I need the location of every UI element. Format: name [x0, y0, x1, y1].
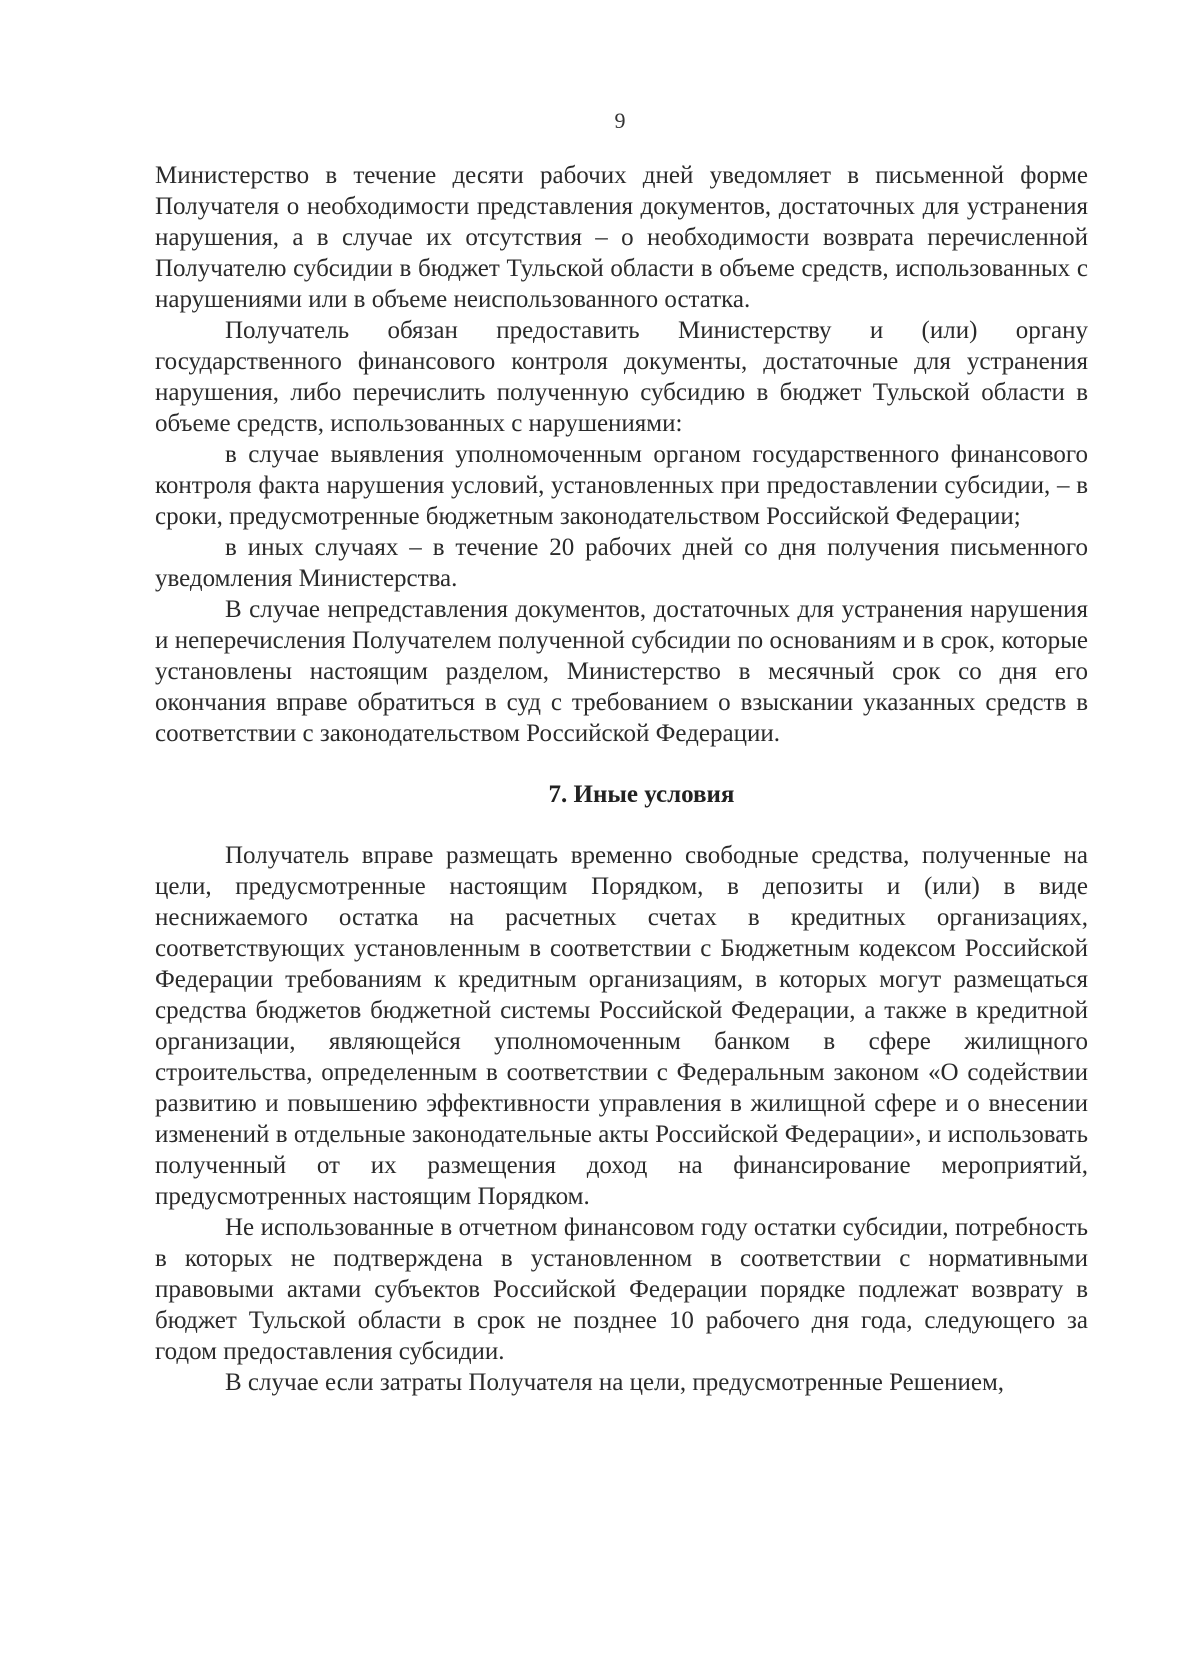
paragraph-unused-balance: Не использованные в отчетном финансовом году остатки субсидии, потребность в которых не подтверждена в установленном в соответствии с нормативными правовыми актами субъектов Российской Федерации порядке подлежат возврату в бюджет Тульской области в срок не позднее 10 рабочего дня года, следующего за годом предоставления субсидии. [155, 1214, 1088, 1365]
paragraph-expenses-case: В случае если затраты Получателя на цели, предусмотренные Решением, [225, 1369, 1005, 1396]
paragraph-other-cases: в иных случаях – в течение 20 рабочих дней со дня получения письменного уведомления Министерства. [155, 534, 1088, 592]
page-number: 9 [614, 108, 626, 133]
paragraph-court-claim: В случае непредставления документов, достаточных для устранения нарушения и неперечисления Получателем полученной субсидии по основаниям и в срок, которые установлены настоящим разделом, Министерство в месячный срок со дня его окончания вправе обратиться в суд с требованием о взыскании указанных средств в соответствии с законодательством Российской Федерации. [155, 596, 1088, 747]
section-heading: 7. Иные условия [548, 781, 735, 808]
paragraph-deposit-rights: Получатель вправе размещать временно свободные средства, полученные на цели, предусмотренные настоящим Порядком, в депозиты и (или) в виде неснижаемого остатка на расчетных счетах в кредитных организациях, соответствующих установленным в соответствии с Бюджетным кодексом Российской Федерации требованиям к кредитным организациям, в которых могут размещаться средства бюджетов бюджетной системы Российской Федерации, а также в кредитной организации, являющейся уполномоченным банком в сфере жилищного строительства, определенным в соответствии с Федеральным законом «О содействии развитию и повышению эффективности управления в жилищной сфере и о внесении изменений в отдельные законодательные акты Российской Федерации», и использовать полученный от их размещения доход на финансирование мероприятий, предусмотренных настоящим Порядком. [155, 842, 1088, 1210]
document-body [155, 160, 1088, 1398]
paragraph-control-case: в случае выявления уполномоченным органом государственного финансового контроля факта нарушения условий, установленных при предоставлении субсидии, – в сроки, предусмотренные бюджетным законодательством Российской Федерации; [155, 441, 1088, 530]
paragraph-ministry-notice: Министерство в течение десяти рабочих дней уведомляет в письменной форме Получателя о необходимости представления документов, достаточных для устранения нарушения, а в случае их отсутствия – о необходимости возврата перечисленной Получателю субсидии в бюджет Тульской области в объеме средств, использованных с нарушениями или в объеме неиспользованного остатка. [155, 162, 1088, 313]
paragraph-recipient-obligation: Получатель обязан предоставить Министерству и (или) органу государственного финансового контроля документы, достаточные для устранения нарушения, либо перечислить полученную субсидию в бюджет Тульской области в объеме средств, использованных с нарушениями: [155, 317, 1088, 437]
